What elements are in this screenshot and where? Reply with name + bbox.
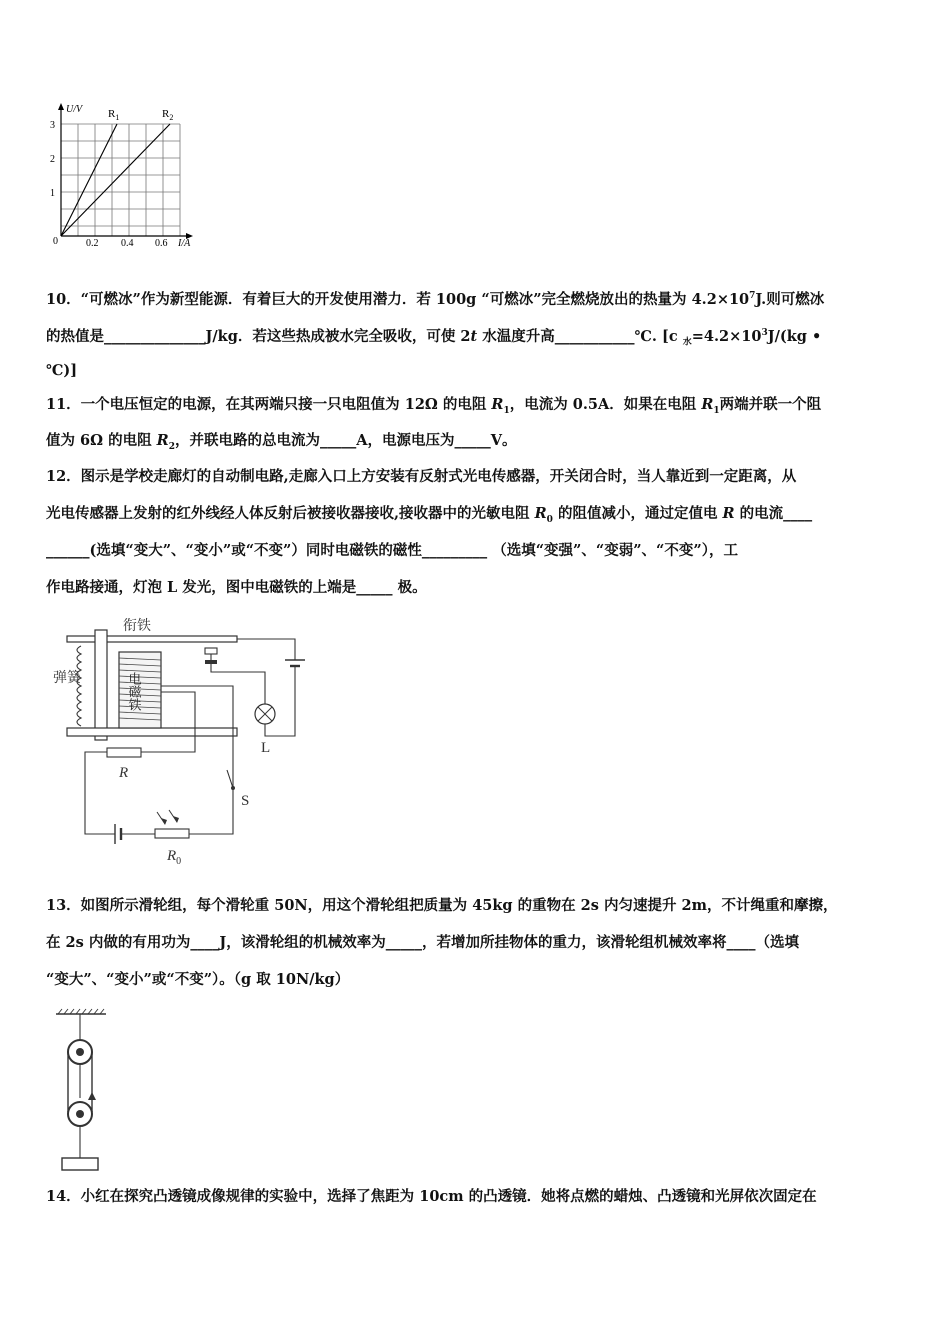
- resistor-r-label: R: [119, 765, 129, 781]
- y-tick-1: 1: [50, 188, 55, 199]
- x-tick-2: 0.4: [121, 238, 134, 249]
- x-tick-origin: 0: [53, 236, 58, 247]
- spring-coil: [77, 646, 81, 726]
- q10-line-3: ℃)]: [46, 362, 78, 379]
- load-block: [62, 1158, 98, 1170]
- q13-line-3: “变大”、“变小”或“不变”）。（g 取 10N/kg）: [46, 971, 350, 988]
- y-tick-2: 2: [50, 154, 55, 165]
- q12-line-3: ______(选填“变大”、“变小”或“不变”）同时电磁铁的磁性_________ （选填“变强”、“变弱”、“不变”），工: [46, 542, 738, 559]
- photoresistor-label: $R_0$: [167, 848, 182, 867]
- lamp-label: L: [261, 740, 271, 756]
- y-tick-3: 3: [50, 120, 55, 131]
- y-axis-label: U/V: [66, 104, 83, 115]
- armature-label: 衔铁: [123, 619, 151, 634]
- r2-label: $R_2$: [162, 108, 174, 122]
- spring-label: 弹簧: [53, 671, 81, 686]
- electromagnet-label: 电磁铁: [126, 672, 142, 711]
- switch-s: [227, 770, 233, 788]
- switch-label: S: [241, 793, 250, 809]
- r1-label: $R_1$: [108, 108, 120, 122]
- resistor-r: [107, 748, 141, 757]
- q10-line-2: 的热值是______________J/kg．若这些热成被水完全吸收，可使 2t 水温度升高___________℃. [c $_水=4.2\times 10^3J/(kg$ •: [46, 327, 822, 348]
- q12-line-2: 光电传感器上发射的红外线经人体反射后被接收器接收,接收器中的光敏电阻 $R_0$ 的阻值减小，通过定值电 R 的电流____: [46, 505, 813, 525]
- x-tick-1: 0.2: [86, 238, 99, 249]
- relay-circuit-diagram: [45, 612, 335, 874]
- q14-line-1: 14．小红在探究凸透镜成像规律的实验中，选择了焦距为 10cm 的凸透镜．她将点燃的蜡烛、凸透镜和光屏依次固定在: [46, 1188, 817, 1205]
- pull-arrow-icon: [88, 1092, 96, 1100]
- q11-line-1: 11．一个电压恒定的电源，在其两端只接一只电阻值为 12Ω 的电阻 $R_1$，电流为 0.5A．如果在电阻 $R_1$两端并联一个阻: [46, 396, 822, 416]
- q12-line-1: 12．图示是学校走廊灯的自动制电路,走廊入口上方安装有反射式光电传感器，开关闭合时，当人靠近到一定距离，从: [46, 468, 797, 485]
- pulley-system-diagram: [52, 1008, 112, 1172]
- x-tick-3: 0.6: [155, 238, 168, 249]
- photoresistor-r0: [155, 829, 189, 838]
- u-i-graph: [40, 100, 200, 250]
- q11-line-2: 值为 6Ω 的电阻 $R_2$，并联电路的总电流为_____A，电源电压为_____V。: [46, 432, 517, 452]
- q10-line-1: 10．“可燃冰”作为新型能源．有着巨大的开发使用潜力．若 100g “可燃冰”完全燃烧放出的热量为 $4.2\times 10^7J$.则可燃冰: [46, 290, 825, 308]
- q13-line-1: 13．如图所示滑轮组，每个滑轮重 50N，用这个滑轮组把质量为 45kg 的重物在 2s 内匀速提升 2m，不计绳重和摩擦，: [46, 897, 838, 914]
- x-axis-label: I/A: [178, 238, 191, 249]
- armature-bar: [67, 636, 237, 642]
- q13-line-2: 在 2s 内做的有用功为____J，该滑轮组的机械效率为_____，若增加所挂物体的重力，该滑轮组机械效率将____（选填: [46, 934, 799, 951]
- q12-line-4: 作电路接通，灯泡 L 发光，图中电磁铁的上端是_____ 极。: [46, 579, 427, 596]
